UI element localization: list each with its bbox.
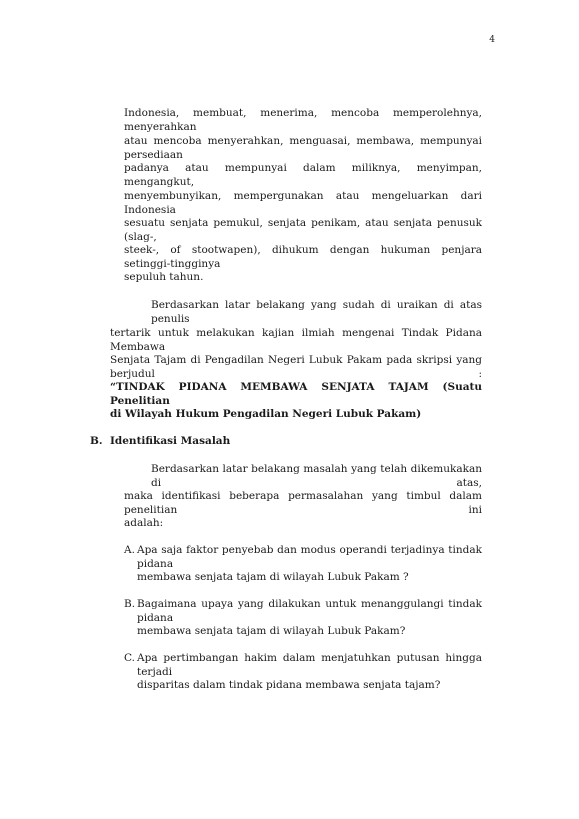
quote-line: sesuatu senjata pemukul, senjata penikam, atau senjata penusuk (slag-, — [124, 217, 482, 243]
list-item-line: Apa pertimbangan hakim dalam menjatuhkan putusan hingga terjadi — [137, 652, 482, 678]
quote-line: menyembunyikan, mempergunakan atau mengeluarkan dari Indonesia — [124, 190, 482, 216]
quote-line: steek-, of stootwapen), dihukum dengan hukuman penjara setinggi-tingginya — [124, 244, 482, 270]
list-item-line: disparitas dalam tindak pidana membawa senjata tajam? — [137, 679, 441, 691]
quote-line: padanya atau mempunyai dalam miliknya, menyimpan, mengangkut, — [124, 162, 482, 188]
list-item-line: Apa saja faktor penyebab dan modus operandi terjadinya tindak pidana — [137, 544, 482, 570]
list-marker: B. — [124, 598, 136, 610]
paragraph-line: Senjata Tajam di Pengadilan Negeri Lubuk Pakam pada skripsi yang berjudul : — [110, 354, 482, 380]
paragraph-line: Berdasarkan latar belakang masalah yang telah dikemukakan di atas, — [151, 463, 482, 489]
list-item-line: membawa senjata tajam di wilayah Lubuk Pakam? — [137, 625, 406, 637]
list-item-line: Bagaimana upaya yang dilakukan untuk menanggulangi tindak pidana — [137, 598, 482, 624]
page-number: 4 — [489, 35, 495, 45]
paragraph-line: maka identifikasi beberapa permasalahan yang timbul dalam penelitian ini — [124, 490, 482, 516]
quote-line: Indonesia, membuat, menerima, mencoba memperolehnya, menyerahkan — [124, 107, 482, 133]
paragraph-line: di Wilayah Hukum Pengadilan Negeri Lubuk Pakam) — [110, 408, 422, 420]
quote-line: sepuluh tahun. — [124, 271, 204, 283]
list-marker: C. — [124, 652, 135, 664]
section-title: Identifikasi Masalah — [110, 435, 231, 447]
list-marker: A. — [124, 544, 135, 556]
paragraph-line: “TINDAK PIDANA MEMBAWA SENJATA TAJAM (Suatu Penelitian — [110, 381, 482, 407]
paragraph-line: Berdasarkan latar belakang yang sudah di uraikan di atas penulis — [151, 299, 482, 325]
section-marker: B. — [90, 435, 103, 447]
quote-line: atau mencoba menyerahkan, menguasai, membawa, mempunyai persediaan — [124, 135, 482, 161]
list-item-line: membawa senjata tajam di wilayah Lubuk Pakam ? — [137, 571, 409, 583]
paragraph-line: adalah: — [124, 517, 164, 529]
paragraph-line: tertarik untuk melakukan kajian ilmiah mengenai Tindak Pidana Membawa — [110, 327, 482, 353]
